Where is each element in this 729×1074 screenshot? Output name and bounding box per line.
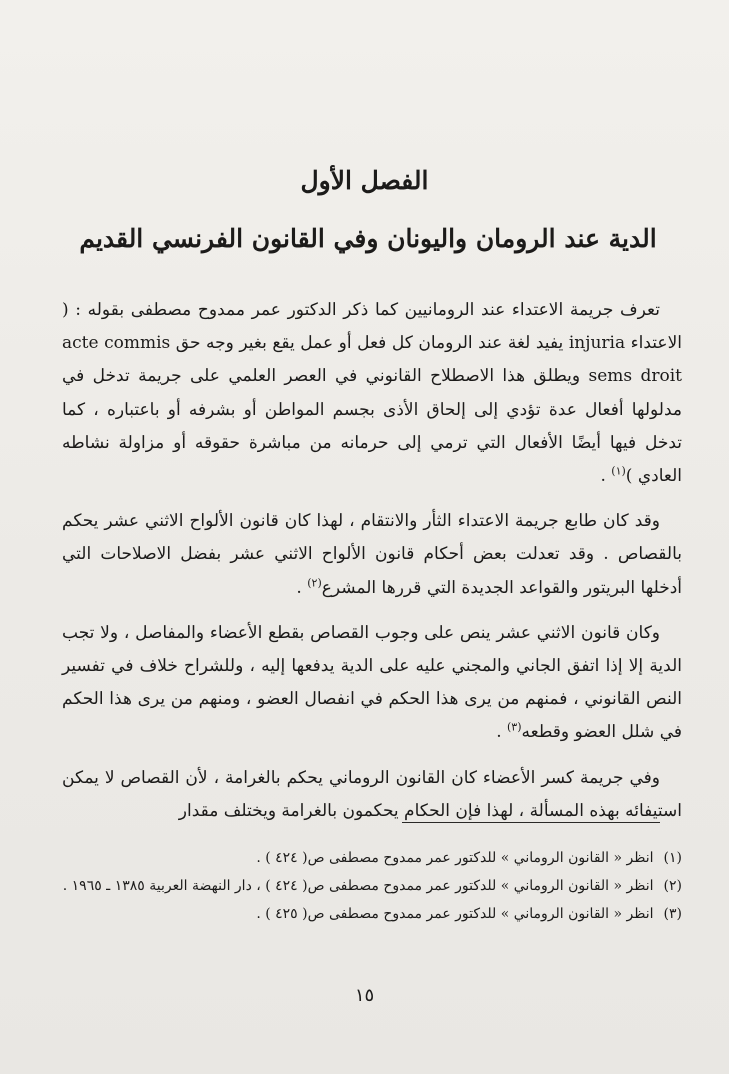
footnote-divider [402,822,660,823]
footnote-number: (٣) [663,906,682,922]
body-text [62,294,682,840]
page-number: ١٥ [354,985,375,1006]
paragraph: وفي جريمة كسر الأعضاء كان القانون الروماني يحكم بالغرامة ، لأن القصاص لا يمكن استيفائه بهذه المسألة ، لهذا فإن الحكام يحكمون بالغرامة ويختلف مقدار [62,767,682,821]
paragraph: تعرف جريمة الاعتداء عند الرومانيين كما ذكر الدكتور عمر ممدوح مصطفى بقوله : ( الاعتداء injuria يفيد لغة عند الرومان كل فعل أو عمل يقع بغير وجه حق acte commis sems droit ويطلق هذا الاصطلاح القانوني في العصر العلمي على جريمة تدخل في مدلولها أفعال عدة تؤدي إلى إلحاق الأذى بجسم المواطن أو بشرفه أو باعتباره ، كما تدخل فيها أيضًا الأفعال التي ترمي إلى حرمانه من مباشرة حقوقه أو مزاولة نشاطه العادي )$^{(١)}$ . [62,300,682,487]
paragraph: وكان قانون الاثني عشر ينص على وجوب القصاص بقطع الأعضاء والمفاصل ، ولا تجب الدية إلا إذا اتفق الجاني والمجني عليه على الدية يدفعها إليه ، وللشراح خلاف في تفسير النص القانوني ، فمنهم من يرى هذا الحكم في انفصال العضو ، ومنهم من يرى هذا الحكم في شلل العضو وقطعه$^{(٣)}$ . [62,622,682,743]
footnote [62,900,682,928]
chapter-title: الدية عند الرومان واليونان وفي القانون الفرنسي القديم [79,224,657,253]
footnote [62,872,682,900]
footnote-ref: (٣) [507,720,522,734]
footnote-text: انظر « القانون الروماني » للدكتور عمر ممدوح مصطفى ص( ٤٢٤ ) . [256,850,654,866]
footnote-number: (١) [663,850,682,866]
footnote [62,844,682,872]
footnote-text: انظر « القانون الروماني » للدكتور عمر ممدوح مصطفى ص( ٤٢٤ ) ، دار النهضة العربية ١٣٨٥ ـ ١٩٦٥ . [62,878,654,894]
footnote-ref: (١) [611,464,626,478]
footnote-number: (٢) [663,878,682,894]
paragraph: وقد كان طابع جريمة الاعتداء الثأر والانتقام ، لهذا كان قانون الألواح الاثني عشر يحكم بالقصاص . وقد تعدلت بعض أحكام قانون الألواح الاثني عشر بفضل الاصلاحات التي أدخلها البريتور والقواعد الجديدة التي قررها المشرع$^{(٢)}$ . [62,511,682,598]
footnote-text: انظر « القانون الروماني » للدكتور عمر ممدوح مصطفى ص( ٤٢٥ ) . [256,906,654,922]
footnotes [62,844,682,928]
chapter-heading: الفصل الأول [300,166,429,195]
footnote-ref: (٢) [307,575,322,589]
